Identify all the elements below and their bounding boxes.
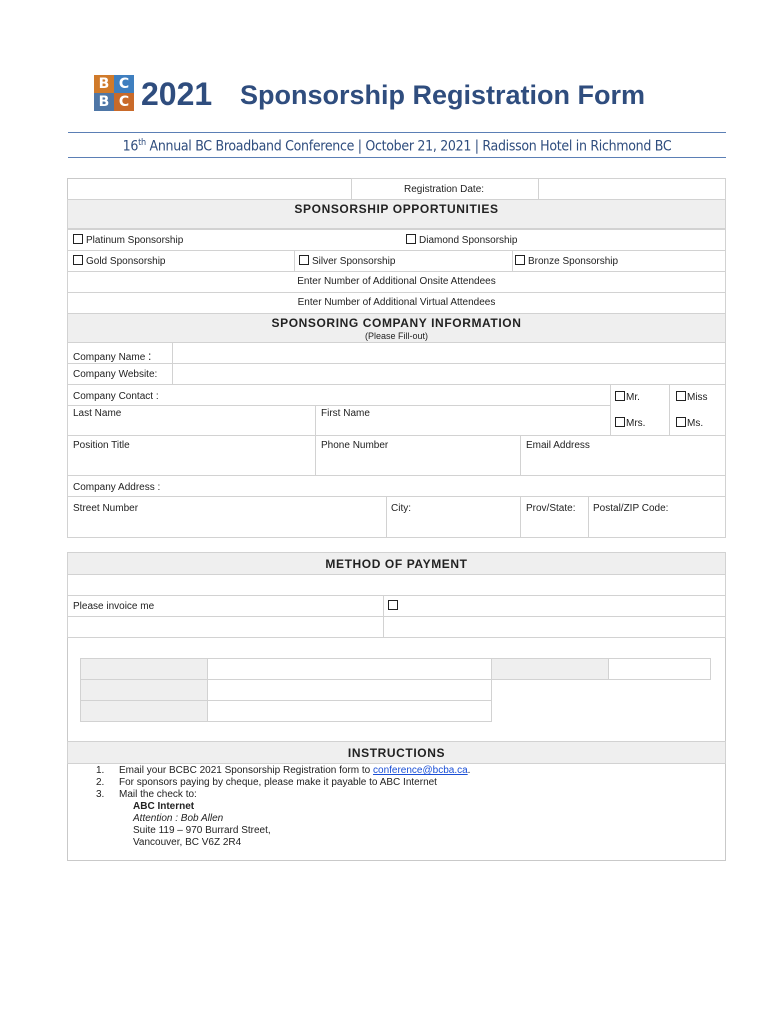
street-label: Street Number: [73, 503, 139, 514]
last-name-label: Last Name: [73, 408, 122, 419]
payment-grid-field[interactable]: [608, 658, 711, 680]
payment-grid-field[interactable]: [207, 700, 492, 722]
mrs-option[interactable]: Mrs.: [615, 417, 645, 429]
phone-label: Phone Number: [321, 440, 389, 451]
first-name-label: First Name: [321, 408, 370, 419]
prov-label: Prov/State:: [526, 503, 576, 514]
postal-label: Postal/ZIP Code:: [593, 503, 669, 514]
registration-date-field[interactable]: [538, 178, 726, 200]
instruction-item: 1. Email your BCBC 2021 Sponsorship Registration form to conference@bcba.ca.: [96, 765, 471, 776]
checkbox-icon[interactable]: [615, 391, 625, 401]
logo-letter: B: [94, 75, 114, 93]
payment-grid-field[interactable]: [207, 679, 492, 701]
mail-address-name: ABC Internet: [133, 801, 195, 812]
payment-heading: METHOD OF PAYMENT: [325, 557, 468, 571]
onsite-attendees-label: Enter Number of Additional Onsite Attendees: [297, 276, 496, 287]
mail-address-city: Vancouver, BC V6Z 2R4: [133, 837, 242, 848]
bcbc-logo: [94, 75, 134, 111]
payment-row: [67, 574, 726, 596]
payment-grid-cell: [491, 658, 609, 680]
checkbox-icon[interactable]: [676, 417, 686, 427]
email-link[interactable]: conference@bcba.ca: [373, 765, 468, 776]
instruction-item: 3. Mail the check to:: [96, 789, 197, 800]
platinum-option[interactable]: Platinum Sponsorship: [73, 234, 183, 246]
checkbox-icon[interactable]: [406, 234, 416, 244]
city-label: City:: [391, 503, 411, 514]
bronze-option[interactable]: Bronze Sponsorship: [515, 255, 618, 267]
form-year: 2021: [141, 76, 213, 112]
company-name-field[interactable]: [172, 342, 726, 364]
payment-grid-field[interactable]: [207, 658, 492, 680]
company-contact-label: Company Contact :: [73, 391, 159, 402]
checkbox-icon[interactable]: [73, 234, 83, 244]
position-title-label: Position Title: [73, 440, 130, 451]
company-website-field[interactable]: [172, 363, 726, 385]
checkbox-icon[interactable]: [515, 255, 525, 265]
company-address-row: [67, 475, 726, 497]
miss-option[interactable]: Miss: [676, 391, 708, 403]
checkbox-icon[interactable]: [615, 417, 625, 427]
divider: [68, 132, 726, 133]
invoice-checkbox[interactable]: [388, 600, 401, 612]
checkbox-icon[interactable]: [388, 600, 398, 610]
payment-cell: [383, 616, 726, 638]
logo-letter: C: [114, 75, 134, 93]
mr-option[interactable]: Mr.: [615, 391, 640, 403]
page-title: Sponsorship Registration Form: [240, 80, 646, 110]
company-name-label: Company Name :: [73, 349, 152, 363]
company-address-label: Company Address :: [73, 482, 161, 493]
diamond-option[interactable]: Diamond Sponsorship: [406, 234, 517, 246]
checkbox-icon[interactable]: [299, 255, 309, 265]
instruction-item: 2. For sponsors paying by cheque, please make it payable to ABC Internet: [96, 777, 437, 788]
payment-grid-cell: [80, 679, 208, 701]
gold-option[interactable]: Gold Sponsorship: [73, 255, 166, 267]
company-subheading: (Please Fill-out): [364, 331, 429, 341]
payment-grid-cell: [80, 658, 208, 680]
conference-subtitle: 16th Annual BC Broadband Conference | October 21, 2021 | Radisson Hotel in Richmond BC: [122, 138, 672, 155]
ms-option[interactable]: Ms.: [676, 417, 703, 429]
checkbox-icon[interactable]: [73, 255, 83, 265]
email-label: Email Address: [526, 440, 590, 451]
payment-grid-cell: [80, 700, 208, 722]
invoice-option-cell: [383, 595, 726, 617]
silver-option[interactable]: Silver Sponsorship: [299, 255, 395, 267]
company-heading: SPONSORING COMPANY INFORMATION: [271, 316, 522, 330]
sponsorship-heading: SPONSORSHIP OPPORTUNITIES: [294, 202, 499, 216]
company-website-label: Company Website:: [73, 369, 158, 380]
checkbox-icon[interactable]: [676, 391, 686, 401]
mail-address-street: Suite 119 – 970 Burrard Street,: [133, 825, 271, 836]
logo-letter: B: [94, 93, 114, 111]
mail-address-attention: Attention : Bob Allen: [133, 813, 224, 824]
instructions-heading: INSTRUCTIONS: [347, 746, 446, 760]
invoice-label: Please invoice me: [73, 601, 155, 612]
instructions-list: [96, 765, 470, 849]
payment-cell: [67, 616, 384, 638]
divider: [68, 157, 726, 158]
registration-date-label: Registration Date:: [404, 184, 485, 195]
logo-letter: C: [114, 93, 134, 111]
virtual-attendees-label: Enter Number of Additional Virtual Attendees: [297, 297, 496, 308]
